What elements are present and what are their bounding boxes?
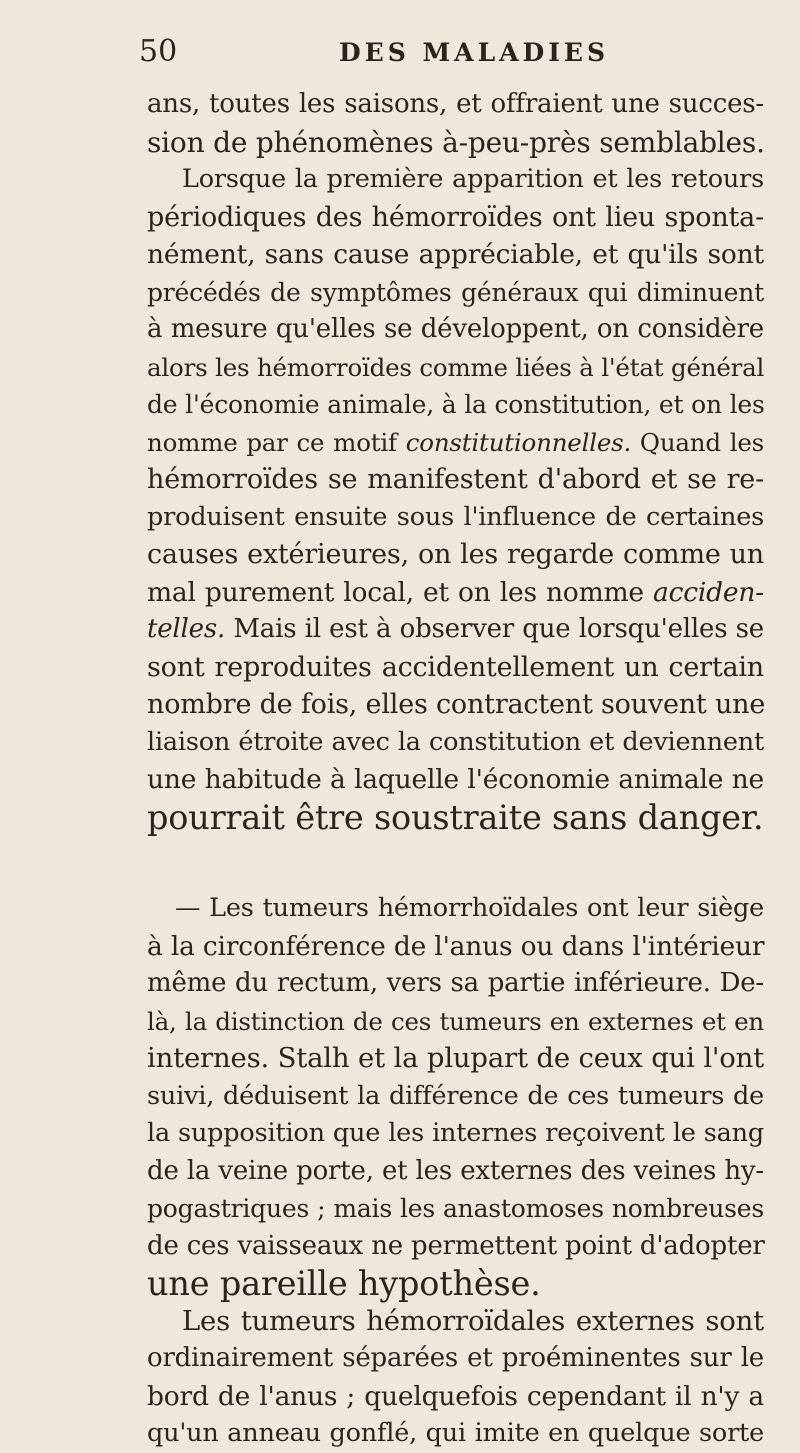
text-line: alors les hémorroïdes comme liées à l'état général [147,352,765,382]
paragraph-3 [147,890,764,1303]
text-line: hémorroïdes se manifestent d'abord et se re- [147,464,764,495]
text-line [147,574,764,612]
text-span: mal purement local, et on les nomme [147,576,653,608]
text-span: Quand les [631,427,764,457]
text-line: là, la distinction de ces tumeurs en externes et en [147,1006,764,1036]
paragraph-1 [147,86,764,161]
text-line [147,611,764,649]
text-line: Lorsque la première apparition et les retours [182,164,764,194]
section-gap [147,836,764,890]
running-title: DES MALADIES [339,38,610,67]
text-line: précédés de symptômes généraux qui diminuent [147,277,764,307]
text-line: pourrait être soustraite sans danger. [147,797,764,837]
text-line: la supposition que les internes reçoivent le sang [147,1118,764,1148]
text-line: sion de phénomènes à-peu-près semblables. [147,125,765,159]
text-line: ans, toutes les saisons, et offraient une succes- [147,89,764,119]
text-line: suivi, déduisent la différence de ces tumeurs de [147,1080,764,1111]
text-line: Les tumeurs hémorroïdales externes sont [182,1304,764,1337]
paragraph-4 [147,1303,764,1453]
text-line: sont reproduites accidentellement un certain [147,651,764,683]
text-line: — Les tumeurs hémorrhoïdales ont leur siège [175,893,764,923]
italic-term: constitutionnelles. [405,427,632,457]
text-line: internes. Stalh et la plupart de ceux qui l'ont [147,1042,764,1074]
text-span: nomme par ce motif [147,427,406,457]
text-span: Mais il est à observer que lorsqu'elles se [225,614,764,644]
italic-term: acciden- [652,576,764,608]
text-line: périodiques des hémorroïdes ont lieu sponta- [147,201,764,233]
text-line: produisent ensuite sous l'influence de certaines [147,501,764,532]
text-line: qu'un anneau gonflé, qui imite en quelque sorte [147,1418,764,1448]
text-line: nément, sans cause appréciable, et qu'ils sont [147,239,764,270]
text-line: bord de l'anus ; quelquefois cependant il n'y a [147,1380,764,1412]
text-line: de la veine porte, et les externes des veines hy- [147,1155,764,1186]
text-line: causes extérieures, on les regarde comme un [147,539,764,570]
text-line: ordinairement séparées et proéminentes sur le [147,1343,764,1373]
text-line: une pareille hypothèse. [147,1264,541,1303]
text-line: de ces vaisseaux ne permettent point d'adopter [147,1230,765,1261]
text-line: à mesure qu'elles se développent, on considère [147,314,764,344]
text-line [147,424,764,462]
page-number: 50 [139,34,178,69]
text-line: pogastriques ; mais les anastomoses nombreuses [147,1194,764,1223]
text-line: de l'économie animale, à la constitution, et on les [147,390,765,419]
text-line: même du rectum, vers sa partie inférieure. De- [147,968,764,998]
text-line: une habitude à laquelle l'économie animale ne [147,764,764,795]
italic-term: telles. [147,614,226,644]
paragraph-2 [147,161,764,836]
text-line: liaison étroite avec la constitution et deviennent [147,726,764,757]
text-line: nombre de fois, elles contractent souvent une [147,689,766,720]
text-line: à la circonférence de l'anus ou dans l'intérieur [147,930,765,962]
running-head [139,34,764,86]
